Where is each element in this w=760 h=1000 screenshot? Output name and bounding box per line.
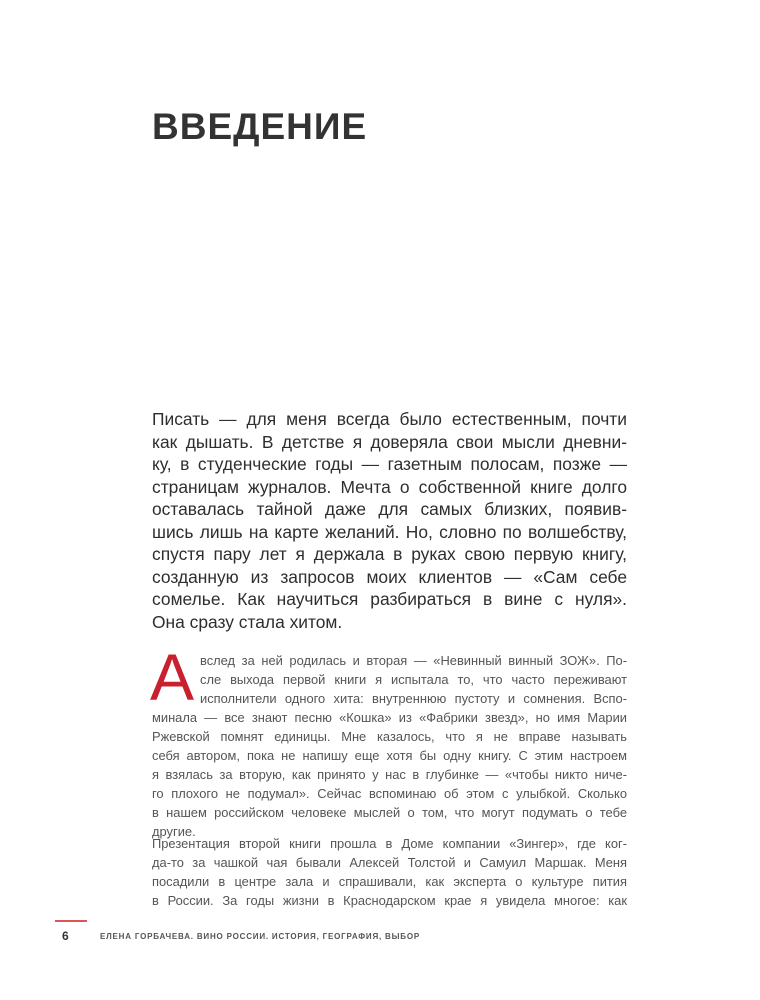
text-line: оставалась тайной даже для самых близких, появив- bbox=[152, 499, 627, 519]
text-line: Ржевской помнят единицы. Мне казалось, что я не вправе называть bbox=[152, 729, 627, 744]
text-line: страницам журналов. Мечта о собственной книге долго bbox=[152, 476, 627, 497]
text-line: ку, в студенческие годы — газетным полосам, позже — bbox=[152, 454, 627, 474]
drop-cap: А bbox=[150, 640, 195, 714]
text-line: в России. За годы жизни в Краснодарском крае я увидела многое: как bbox=[152, 893, 627, 908]
text-line: го плохого не подумал». Сейчас вспоминаю об этом с улыбкой. Сколько bbox=[152, 786, 627, 801]
text-line: сомелье. Как научиться разбираться в вине с нуля». bbox=[152, 589, 627, 609]
text-line: исполнители одного хита: внутреннюю пустоту и сомнения. Вспо- bbox=[200, 691, 627, 706]
text-line: минала — все знают песню «Кошка» из «Фабрики звезд», но имя Марии bbox=[152, 710, 627, 725]
text-line: да-то за чашкой чая бывали Алексей Толстой и Самуил Маршак. Меня bbox=[152, 855, 627, 870]
text-line: в нашем российском человеке мыслей о том, что могут подумать о тебе bbox=[152, 805, 627, 820]
running-title: ЕЛЕНА ГОРБАЧЕВА. ВИНО РОССИИ. ИСТОРИЯ, ГЕОГРАФИЯ, ВЫБОР bbox=[100, 932, 420, 941]
text-line: шись лишь на карте желаний. Но, словно по волшебству, bbox=[152, 521, 627, 542]
page-number: 6 bbox=[62, 929, 69, 943]
text-line: посадили в центре зала и спрашивали, как эксперта о культуре пития bbox=[152, 874, 627, 889]
chapter-title: ВВЕДЕНИЕ bbox=[152, 106, 368, 147]
text-line: вслед за ней родилась и вторая — «Невинный винный ЗОЖ». По- bbox=[200, 653, 627, 668]
text-line: я взялась за вторую, как принято у нас в глубинке — «чтобы никто ниче- bbox=[152, 767, 627, 782]
footer-accent-rule bbox=[55, 920, 87, 922]
text-line: Писать — для меня всегда было естественным, почти bbox=[152, 409, 627, 429]
text-line: как дышать. В детстве я доверяла свои мысли дневни- bbox=[152, 431, 627, 452]
body-paragraph-2 bbox=[152, 834, 627, 910]
text-line: созданную из запросов моих клиентов — «Сам себе bbox=[152, 566, 627, 587]
text-line: Она сразу стала хитом. bbox=[152, 611, 343, 632]
text-line: Презентация второй книги прошла в Доме компании «Зингер», где ког- bbox=[152, 836, 627, 851]
lead-paragraph bbox=[152, 408, 627, 633]
text-line: сле выхода первой книги я испытала то, что часто переживают bbox=[200, 672, 627, 687]
text-line: другие. bbox=[152, 824, 196, 839]
body-paragraph-1 bbox=[152, 651, 627, 841]
text-line: спустя пару лет я держала в руках свою первую книгу, bbox=[152, 544, 627, 564]
text-line: себя автором, пока не напишу еще хотя бы одну книгу. С этим настроем bbox=[152, 748, 627, 763]
